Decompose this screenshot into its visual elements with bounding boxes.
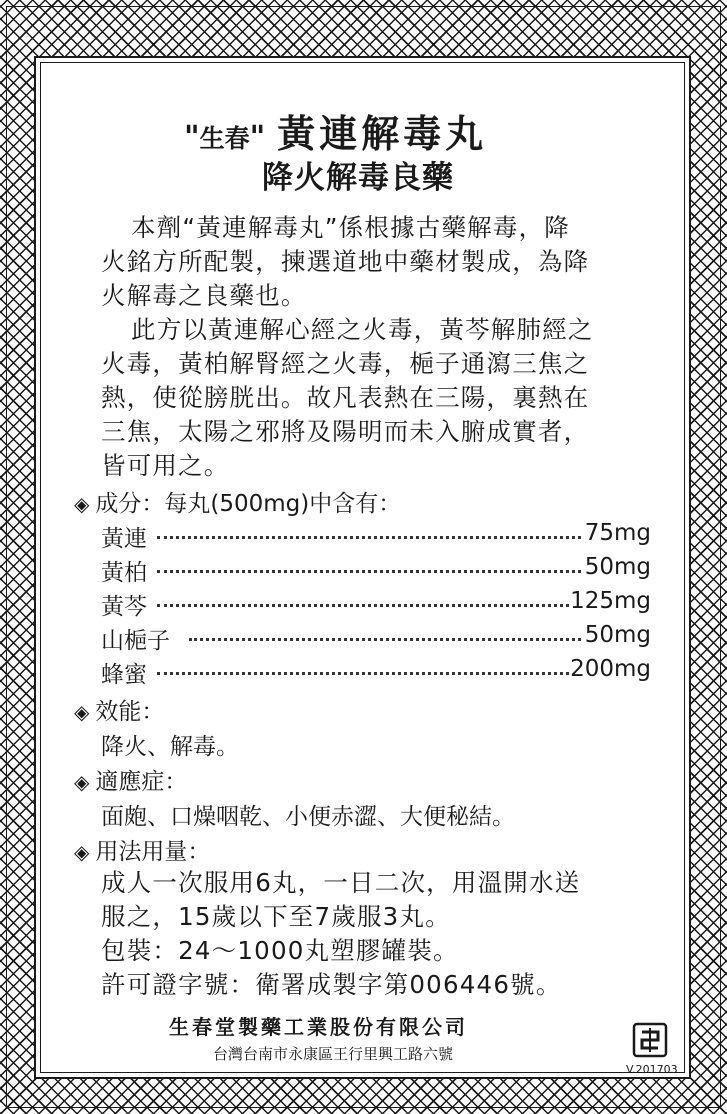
diamond-bullet-icon: ◈: [74, 840, 90, 864]
product-title: [184, 103, 487, 158]
ingredient-row: [101, 656, 651, 688]
ingredient-row: [101, 554, 651, 586]
ingredient-name: 黃連: [101, 520, 147, 553]
intro-line: 皆可用之。: [101, 451, 230, 480]
intro-line: 三焦，太陽之邪將及陽明而未入腑成實者，: [101, 417, 590, 446]
ingredient-name: 黃芩: [101, 588, 147, 621]
ingredient-row: [101, 588, 651, 620]
company-name: 生春堂製藥工業股份有限公司: [169, 1015, 468, 1039]
brand-quote-open: ": [184, 120, 200, 155]
certification-logo-icon: [632, 1022, 668, 1058]
ingredient-amount: 50mg: [584, 622, 651, 648]
package-line: 包裝：24～1000丸塑膠罐裝。: [101, 936, 459, 965]
efficacy-heading-text: 效能：: [95, 699, 165, 725]
ingredient-amount: 50mg: [584, 554, 651, 580]
dosage-heading-text: 用法用量：: [95, 839, 211, 865]
intro-line: 火毒，黃柏解腎經之火毒，梔子通瀉三焦之: [101, 349, 590, 378]
leader-dots: [189, 638, 581, 641]
product-subtitle: 降火解毒良藥: [262, 160, 454, 196]
intro-line: 火銘方所配製，揀選道地中藥材製成，為降: [101, 247, 590, 276]
company-address: 台灣台南市永康區王行里興工路六號: [213, 1045, 454, 1063]
ingredients-heading-text: 成分：每丸(500mg)中含有：: [95, 491, 402, 517]
ingredients-heading: [74, 485, 401, 518]
ingredient-amount: 75mg: [584, 520, 651, 546]
ingredient-row: [101, 622, 651, 654]
diamond-bullet-icon: ◈: [74, 770, 90, 794]
intro-line: 熱，使從膀胱出。故凡表熱在三陽，裏熱在: [101, 383, 590, 412]
leader-dots: [157, 570, 581, 573]
ingredient-name: 黃柏: [101, 554, 147, 587]
diamond-bullet-icon: ◈: [74, 700, 90, 724]
dosage-heading: [74, 833, 210, 866]
efficacy-text: 降火、解毒。: [101, 734, 239, 760]
leader-dots: [157, 604, 581, 607]
version-code: V.201703: [626, 1063, 678, 1076]
product-name: 黃連解毒丸: [277, 112, 488, 156]
intro-line: 此方以黃連解心經之火毒，黃芩解肺經之: [131, 315, 594, 344]
diamond-bullet-icon: ◈: [74, 492, 90, 516]
indications-heading-text: 適應症：: [95, 769, 188, 795]
dosage-line: 服之，15歲以下至7歲服3丸。: [101, 902, 451, 931]
brand-quote-close: ": [249, 120, 266, 155]
indications-text: 面皰、口燥咽乾、小便赤澀、大便秘結。: [101, 804, 515, 830]
dosage-line: 成人一次服用6丸，一日二次，用溫開水送: [101, 868, 581, 897]
license-line: 許可證字號：衛署成製字第006446號。: [101, 970, 562, 999]
ingredient-name: 山梔子: [101, 622, 170, 655]
leader-dots: [157, 536, 581, 539]
brand-name: 生春: [199, 124, 250, 153]
ingredient-amount: 200mg: [570, 656, 651, 682]
intro-line: 本劑“黃連解毒丸”係根據古藥解毒，降: [131, 213, 570, 242]
leader-dots: [157, 672, 581, 675]
ingredient-amount: 125mg: [570, 588, 651, 614]
indications-heading: [74, 763, 187, 796]
ingredient-name: 蜂蜜: [101, 656, 147, 689]
ingredient-row: [101, 520, 651, 552]
intro-line: 火解毒之良藥也。: [101, 281, 307, 310]
efficacy-heading: [74, 693, 164, 726]
